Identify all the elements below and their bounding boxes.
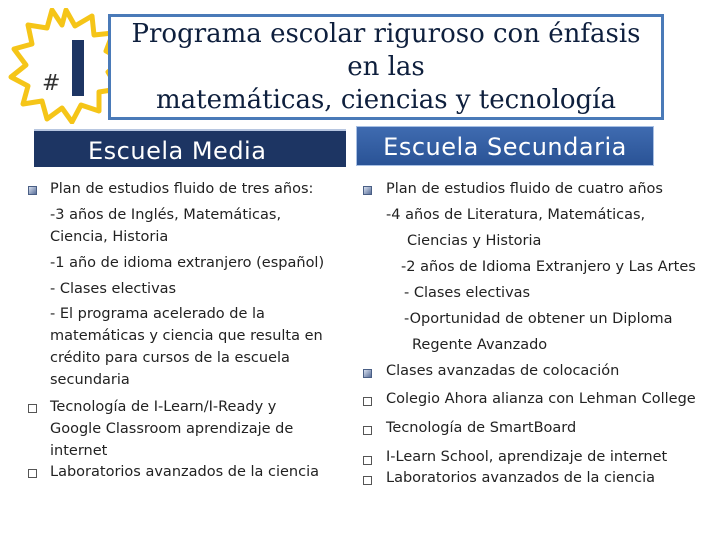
square-bullet-icon	[28, 404, 37, 413]
high-school-header: Escuela Secundaria	[356, 126, 654, 166]
list-item: - Clases electivas	[50, 281, 177, 297]
middle-school-header: Escuela Media	[34, 129, 346, 167]
badge-bar	[72, 40, 84, 96]
square-bullet-icon	[363, 186, 372, 195]
list-item: -3 años de Inglés, Matemáticas,	[50, 207, 282, 223]
list-item: I-Learn School, aprendizaje de internet	[386, 449, 668, 465]
list-item: Tecnología de SmartBoard	[386, 420, 577, 436]
list-item: Ciencia, Historia	[50, 229, 169, 245]
square-bullet-icon	[363, 456, 372, 465]
title-line-3: matemáticas, ciencias y tecnología	[155, 85, 616, 115]
list-item: Clases avanzadas de colocación	[386, 363, 620, 379]
list-item: Regente Avanzado	[412, 337, 548, 353]
list-item: -1 año de idioma extranjero (español)	[50, 255, 325, 271]
title-line-1: Programa escolar riguroso con énfasis	[131, 19, 641, 49]
list-item: -Oportunidad de obtener un Diploma	[404, 311, 673, 327]
list-item: Ciencias y Historia	[407, 233, 542, 249]
starburst-badge	[8, 8, 124, 124]
square-bullet-icon	[363, 476, 372, 485]
list-item: Plan de estudios fluido de cuatro años	[386, 181, 663, 197]
list-item: - Clases electivas	[404, 285, 531, 301]
list-item: Colegio Ahora alianza con Lehman College	[386, 391, 696, 407]
starburst-shape	[11, 10, 122, 122]
list-item: - El programa acelerado de la matemáticas y ciencia que resulta en crédito para cursos de la escuela secundaria	[50, 306, 323, 388]
list-item: Tecnología de I-Learn/I-Ready y Google Classroom aprendizaje de internet	[50, 399, 294, 459]
list-item: Laboratorios avanzados de la ciencia	[386, 470, 656, 486]
badge-hash: #	[42, 71, 61, 96]
square-bullet-icon	[363, 369, 372, 378]
list-item: -4 años de Literatura, Matemáticas,	[386, 207, 646, 223]
list-item: -2 años de Idioma Extranjero y Las Artes	[401, 259, 696, 275]
square-bullet-icon	[363, 397, 372, 406]
list-item: Laboratorios avanzados de la ciencia	[50, 464, 320, 480]
square-bullet-icon	[363, 426, 372, 435]
title-line-2: en las	[347, 52, 425, 82]
square-bullet-icon	[28, 186, 37, 195]
page-title	[108, 18, 664, 117]
square-bullet-icon	[28, 469, 37, 478]
list-item: Plan de estudios fluido de tres años:	[50, 181, 314, 197]
